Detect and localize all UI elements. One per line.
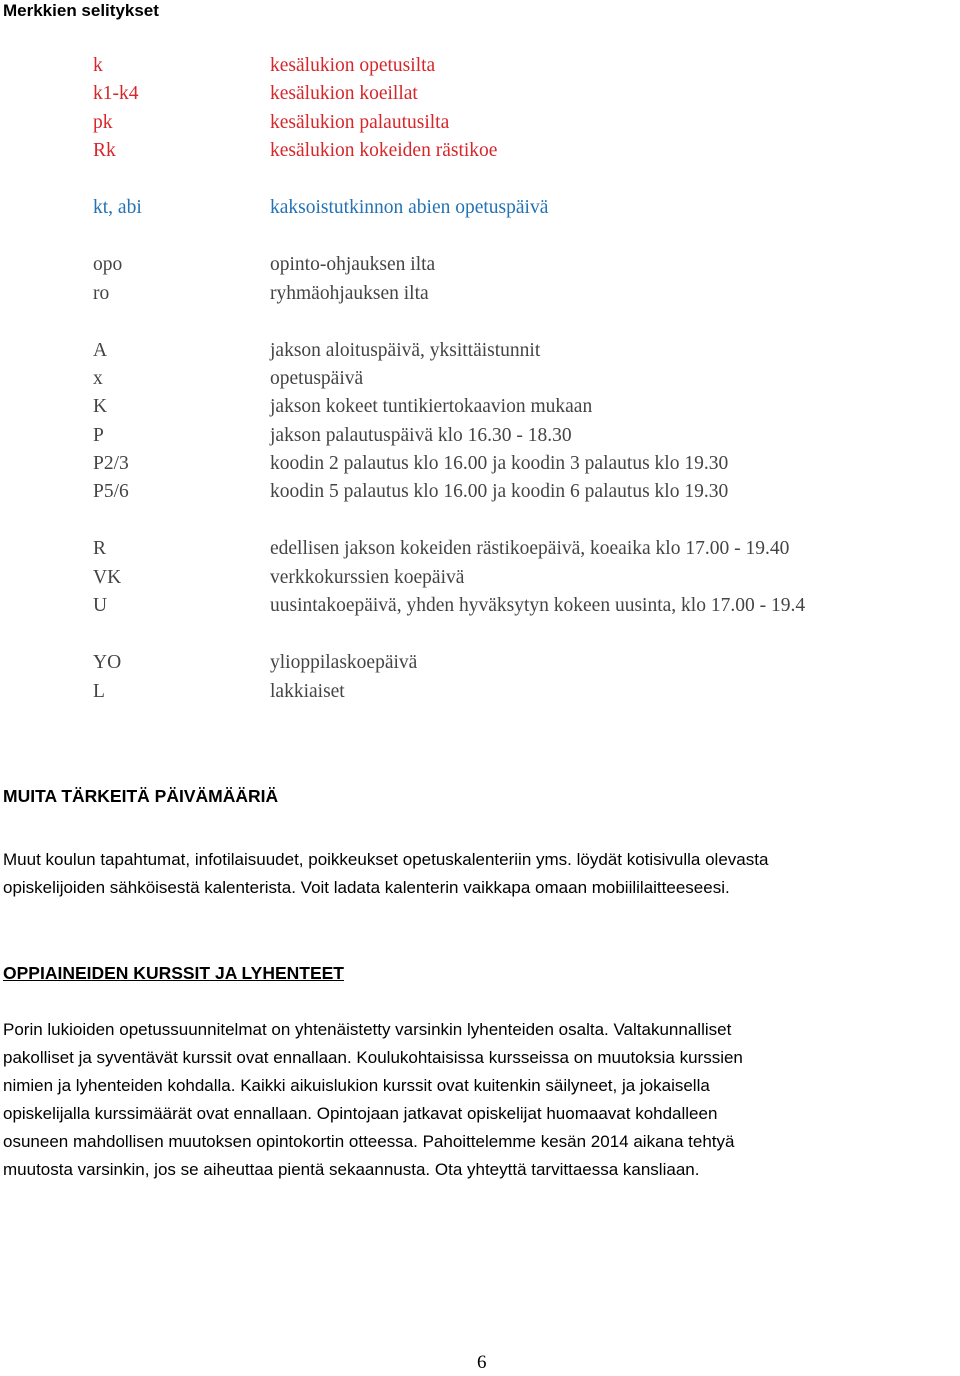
legend-desc: kesälukion palautusilta [270, 112, 450, 133]
legend-desc: opetuspäivä [270, 368, 364, 389]
legend-abbr: k [93, 55, 103, 76]
legend-desc: kesälukion kokeiden rästikoe [270, 140, 498, 161]
legend-row [0, 52, 960, 80]
courses-heading: OPPIAINEIDEN KURSSIT JA LYHENTEET [3, 963, 344, 983]
legend-abbr: L [93, 681, 105, 702]
paragraph-line: osuneen mahdollisen muutoksen opintokortin otteessa. Pahoittelemme kesän 2014 aikana tehtyä [3, 1132, 735, 1151]
legend-row [0, 137, 960, 165]
legend-abbr: ro [93, 283, 110, 304]
paragraph-line: opiskelijoiden sähköisestä kalenterista. Voit ladata kalenterin vaikkapa omaan mobiililaitteeseesi. [3, 878, 730, 897]
legend-abbr: kt, abi [93, 197, 142, 218]
legend-row [0, 535, 960, 563]
legend-row [0, 393, 960, 421]
page-title: Merkkien selitykset [3, 1, 159, 20]
legend-abbr: Rk [93, 140, 116, 161]
legend-abbr: pk [93, 112, 113, 133]
legend-desc: ryhmäohjauksen ilta [270, 283, 429, 304]
paragraph-line: Porin lukioiden opetussuunnitelmat on yhtenäistetty varsinkin lyhenteiden osalta. Valtakunnalliset [3, 1020, 732, 1039]
paragraph-line: nimien ja lyhenteiden kohdalla. Kaikki aikuislukion kurssit ovat kuitenkin säilyneet, ja jokaisella [3, 1076, 710, 1095]
legend-abbr: K [93, 396, 108, 417]
legend-desc: uusintakoepäivä, yhden hyväksytyn kokeen uusinta, klo 17.00 - 19.4 [270, 595, 806, 616]
legend-row [0, 422, 960, 450]
important-dates-heading: MUITA TÄRKEITÄ PÄIVÄMÄÄRIÄ [3, 786, 279, 806]
legend-row [0, 678, 960, 706]
legend-desc: kesälukion koeillat [270, 83, 418, 104]
legend-desc: koodin 5 palautus klo 16.00 ja koodin 6 palautus klo 19.30 [270, 481, 729, 502]
page-number: 6 [477, 1352, 487, 1373]
legend-desc: kaksoistutkinnon abien opetuspäivä [270, 197, 549, 218]
paragraph-line: opiskelijalla kurssimäärät ovat ennallaan. Opintojaan jatkavat opiskelijat huomaavat kohdalleen [3, 1104, 718, 1123]
legend-desc: kesälukion opetusilta [270, 55, 436, 76]
paragraph-line: muutosta varsinkin, jos se aiheuttaa pientä sekaannusta. Ota yhteyttä tarvittaessa kansliaan. [3, 1160, 700, 1179]
legend-desc: jakson palautuspäivä klo 16.30 - 18.30 [270, 425, 572, 446]
legend-row [0, 280, 960, 308]
legend-desc: ylioppilaskoepäivä [270, 652, 418, 673]
legend-row [0, 337, 960, 365]
legend-row [0, 109, 960, 137]
paragraph-line: pakolliset ja syventävät kurssit ovat ennallaan. Koulukohtaisissa kursseissa on muutoksia kurssien [3, 1048, 743, 1067]
legend-desc: jakson aloituspäivä, yksittäistunnit [270, 340, 541, 361]
legend-row [0, 194, 960, 222]
legend-row [0, 251, 960, 279]
legend-abbr: R [93, 538, 107, 559]
legend-desc: opinto-ohjauksen ilta [270, 254, 436, 275]
legend-abbr: P [93, 425, 104, 446]
legend-row [0, 80, 960, 108]
legend-row [0, 564, 960, 592]
legend-desc: verkkokurssien koepäivä [270, 567, 465, 588]
legend-row [0, 592, 960, 620]
legend-abbr: opo [93, 254, 123, 275]
legend-desc: lakkiaiset [270, 681, 345, 702]
legend-abbr: x [93, 368, 103, 389]
legend-abbr: P2/3 [93, 453, 129, 474]
legend-abbr: VK [93, 567, 122, 588]
legend-desc: koodin 2 palautus klo 16.00 ja koodin 3 palautus klo 19.30 [270, 453, 729, 474]
legend-abbr: k1-k4 [93, 83, 139, 104]
legend-row [0, 450, 960, 478]
paragraph-line: Muut koulun tapahtumat, infotilaisuudet, poikkeukset opetuskalenteriin yms. löydät kotisivulla olevasta [3, 850, 769, 869]
legend-row [0, 365, 960, 393]
legend-abbr: P5/6 [93, 481, 129, 502]
legend-row [0, 649, 960, 677]
legend-desc: jakson kokeet tuntikiertokaavion mukaan [270, 396, 593, 417]
legend-abbr: A [93, 340, 108, 361]
legend-abbr: YO [93, 652, 122, 673]
legend-desc: edellisen jakson kokeiden rästikoepäivä, koeaika klo 17.00 - 19.40 [270, 538, 790, 559]
legend-row [0, 478, 960, 506]
legend-abbr: U [93, 595, 108, 616]
